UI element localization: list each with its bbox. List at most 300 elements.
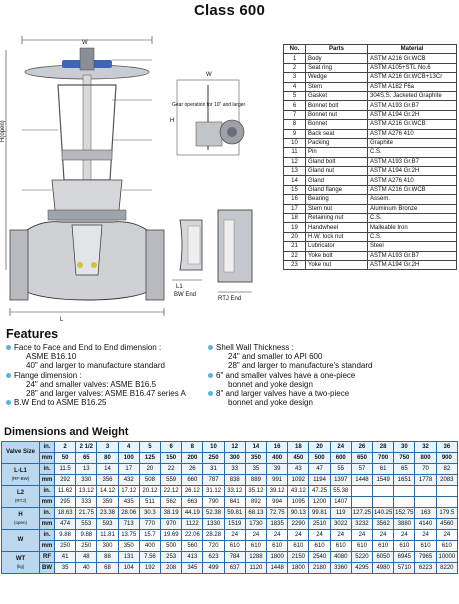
value-cell: 131 [118, 552, 139, 563]
value-cell: 2150 [288, 552, 309, 563]
page-title: Class 600 [193, 2, 266, 19]
part-number: 4 [284, 82, 306, 91]
value-cell: 4080 [330, 552, 351, 563]
part-number: 5 [284, 91, 306, 100]
feature-subtext: bonnet and yoke design [228, 379, 313, 389]
value-cell: 39.12 [267, 486, 288, 497]
value-cell: 14.12 [97, 486, 118, 497]
dimension-row [2, 508, 458, 519]
parts-row [284, 148, 457, 157]
feature-item [6, 398, 206, 407]
part-name: Gland bolt [306, 157, 368, 166]
dimension-row [2, 530, 458, 541]
value-cell: 6945 [394, 552, 415, 563]
parts-row [284, 185, 457, 194]
part-material: ASTM A216 Gr.WCB [368, 185, 457, 194]
value-cell: 13 [76, 464, 97, 475]
value-cell: 31 [203, 464, 224, 475]
feature-item [208, 371, 458, 389]
dimension-sublabel: (kg) [16, 563, 25, 569]
size-mm-cell: 450 [288, 453, 309, 464]
value-cell: 770 [139, 519, 160, 530]
value-cell: 295 [55, 497, 76, 508]
value-cell: 19.69 [161, 530, 182, 541]
value-cell: 4295 [351, 563, 372, 574]
parts-row [284, 223, 457, 232]
value-cell: 40 [76, 563, 97, 574]
value-cell: 1549 [373, 475, 394, 486]
value-cell: 43 [288, 464, 309, 475]
value-cell: 35 [55, 563, 76, 574]
part-number: 22 [284, 251, 306, 260]
value-cell: 208 [161, 563, 182, 574]
part-number: 1 [284, 54, 306, 63]
value-cell: 2540 [309, 552, 330, 563]
size-mm-cell: 650 [351, 453, 372, 464]
value-cell: 2510 [309, 519, 330, 530]
bullet-icon [6, 373, 11, 378]
feature-text: 6" and smaller valves have a one-piece [216, 370, 356, 380]
size-in-cell: 20 [309, 442, 330, 453]
value-cell: 22.12 [161, 486, 182, 497]
value-cell: 44.19 [182, 508, 203, 519]
value-cell: 610 [245, 541, 266, 552]
value-cell: 300 [97, 541, 118, 552]
value-cell: 623 [203, 552, 224, 563]
value-cell: 889 [245, 475, 266, 486]
value-cell: 610 [267, 541, 288, 552]
value-cell: 1200 [309, 497, 330, 508]
size-mm-cell: 300 [224, 453, 245, 464]
value-cell: 8220 [436, 563, 457, 574]
size-in-cell: 16 [267, 442, 288, 453]
part-material: ASTM A193 Gr.B7 [368, 101, 457, 110]
value-cell: 15.7 [139, 530, 160, 541]
value-cell: 52.38 [203, 508, 224, 519]
gear-dimension-h-label: H [170, 118, 175, 124]
value-cell: 400 [139, 541, 160, 552]
valve-size-in-row [2, 442, 458, 453]
bullet-icon [6, 345, 11, 350]
unit-mm: mm [40, 453, 55, 464]
value-cell: 24 [373, 530, 394, 541]
value-cell: 68 [97, 563, 118, 574]
size-mm-cell: 600 [330, 453, 351, 464]
value-cell: 152.75 [394, 508, 415, 519]
parts-row [284, 110, 457, 119]
part-number: 20 [284, 232, 306, 241]
value-cell: 435 [118, 497, 139, 508]
part-material: Assem. [368, 195, 457, 204]
part-material: ASTM A216 Gr.WCB+13Cr [368, 73, 457, 82]
value-cell: 5710 [394, 563, 415, 574]
value-cell: 508 [139, 475, 160, 486]
value-cell: 38.19 [161, 508, 182, 519]
value-cell: 610 [330, 541, 351, 552]
part-number: 8 [284, 120, 306, 129]
value-cell: 500 [161, 541, 182, 552]
value-cell: 20 [139, 464, 160, 475]
part-material: ASTM A194 Gr.2H [368, 167, 457, 176]
value-cell: 17.12 [118, 486, 139, 497]
feature-text: B.W End to ASME B16.25 [14, 398, 107, 408]
part-name: Seat ring [306, 63, 368, 72]
part-name: Yoke bolt [306, 251, 368, 260]
part-material: ASTM A276 410 [368, 129, 457, 138]
part-number: 21 [284, 242, 306, 251]
features-heading: Features [6, 327, 59, 341]
value-cell [394, 497, 415, 508]
value-cell: 784 [224, 552, 245, 563]
part-number: 18 [284, 214, 306, 223]
part-number: 19 [284, 223, 306, 232]
value-cell: 10000 [436, 552, 457, 563]
value-cell: 1730 [245, 519, 266, 530]
value-cell: 3232 [351, 519, 372, 530]
value-cell: 35.12 [245, 486, 266, 497]
dimension-sublabel: (open) [13, 519, 27, 525]
feature-subtext: bonnet and yoke design [228, 398, 313, 408]
dimension-row [2, 486, 458, 497]
value-cell: 593 [97, 519, 118, 530]
part-name: Gland flange [306, 185, 368, 194]
dimension-label [2, 552, 40, 574]
unit-cell: mm [40, 541, 55, 552]
size-mm-cell: 750 [394, 453, 415, 464]
dimension-label-text: L2 [16, 489, 24, 496]
value-cell: 18.63 [55, 508, 76, 519]
value-cell: 562 [161, 497, 182, 508]
value-cell: 559 [161, 475, 182, 486]
dimension-label [2, 464, 40, 486]
part-material: Malleable Iron [368, 223, 457, 232]
value-cell: 88 [97, 552, 118, 563]
size-mm-cell: 65 [76, 453, 97, 464]
part-material: ASTM A276 410 [368, 176, 457, 185]
value-cell: 179.5 [436, 508, 457, 519]
value-cell: 610 [351, 541, 372, 552]
size-in-cell: 32 [415, 442, 436, 453]
dimensions-heading: Dimensions and Weight [4, 426, 129, 438]
value-cell: 250 [76, 541, 97, 552]
value-cell [394, 486, 415, 497]
valve-size-label: Valve Size [2, 442, 40, 464]
value-cell [351, 497, 372, 508]
size-in-cell: 36 [436, 442, 457, 453]
parts-row [284, 242, 457, 251]
value-cell: 43.12 [288, 486, 309, 497]
size-mm-cell: 800 [415, 453, 436, 464]
part-material: Steel [368, 242, 457, 251]
size-mm-cell: 150 [161, 453, 182, 464]
dimension-l1-label: L1 [176, 284, 183, 290]
value-cell [415, 486, 436, 497]
value-cell: 838 [224, 475, 245, 486]
parts-row [284, 54, 457, 63]
value-cell: 24 [394, 530, 415, 541]
value-cell: 432 [118, 475, 139, 486]
value-cell: 610 [394, 541, 415, 552]
value-cell: 610 [373, 541, 394, 552]
part-number: 13 [284, 167, 306, 176]
value-cell: 610 [224, 541, 245, 552]
size-in-cell: 8 [182, 442, 203, 453]
part-name: Gland nut [306, 167, 368, 176]
value-cell: 1778 [415, 475, 436, 486]
feature-subtext: 24" and smaller valves: ASME B16.5 [26, 379, 157, 389]
value-cell: 4560 [436, 519, 457, 530]
bullet-icon [6, 400, 11, 405]
size-mm-cell: 500 [309, 453, 330, 464]
size-mm-cell: 900 [436, 453, 457, 464]
unit-cell: BW [40, 563, 55, 574]
part-name: Gland [306, 176, 368, 185]
value-cell: 553 [76, 519, 97, 530]
size-mm-cell: 125 [139, 453, 160, 464]
value-cell: 99.81 [309, 508, 330, 519]
feature-item [6, 371, 206, 399]
dimension-row [2, 497, 458, 508]
value-cell: 31.12 [203, 486, 224, 497]
value-cell: 4980 [373, 563, 394, 574]
dimension-label-text: L-L1 [14, 467, 27, 474]
value-cell [436, 486, 457, 497]
part-material: C.S. [368, 148, 457, 157]
value-cell: 24 [288, 530, 309, 541]
size-mm-cell: 400 [267, 453, 288, 464]
value-cell: 1092 [288, 475, 309, 486]
value-cell: 28.06 [118, 508, 139, 519]
part-number: 14 [284, 176, 306, 185]
feature-text: Shell Wall Thickness : [216, 343, 294, 352]
value-cell: 610 [309, 541, 330, 552]
part-number: 3 [284, 73, 306, 82]
value-cell: 7965 [415, 552, 436, 563]
value-cell: 70 [415, 464, 436, 475]
value-cell: 163 [415, 508, 436, 519]
parts-row [284, 63, 457, 72]
part-name: Lubricator [306, 242, 368, 251]
value-cell: 345 [182, 563, 203, 574]
bullet-icon [208, 391, 213, 396]
parts-row [284, 176, 457, 185]
value-cell: 970 [161, 519, 182, 530]
part-material: C.S. [368, 232, 457, 241]
value-cell: 3880 [394, 519, 415, 530]
parts-row [284, 129, 457, 138]
value-cell: 474 [55, 519, 76, 530]
parts-row [284, 167, 457, 176]
value-cell: 4140 [415, 519, 436, 530]
part-material: ASTM A216 Gr.WCB [368, 54, 457, 63]
value-cell: 68.13 [245, 508, 266, 519]
parts-row [284, 260, 457, 269]
value-cell: 11.5 [55, 464, 76, 475]
value-cell: 47.25 [309, 486, 330, 497]
value-cell: 9.88 [76, 530, 97, 541]
value-cell: 1651 [394, 475, 415, 486]
feature-subtext: 24" and smaller to API 600 [228, 352, 323, 362]
parts-row [284, 157, 457, 166]
part-number: 2 [284, 63, 306, 72]
unit-cell: in. [40, 530, 55, 541]
part-material: ASTM A182 F6a [368, 82, 457, 91]
part-name: Bonnet bolt [306, 101, 368, 110]
value-cell: 359 [97, 497, 118, 508]
value-cell: 413 [182, 552, 203, 563]
value-cell: 841 [224, 497, 245, 508]
feature-subtext: 28" and larger valves: ASME B16.47 series A [26, 389, 186, 399]
value-cell: 24 [309, 530, 330, 541]
value-cell: 787 [203, 475, 224, 486]
value-cell: 3562 [373, 519, 394, 530]
feature-subtext: 40" and larger to manufacture standard [26, 361, 165, 371]
parts-row [284, 232, 457, 241]
parts-row [284, 82, 457, 91]
part-material: ASTM A193 Gr.B7 [368, 251, 457, 260]
value-cell: 253 [161, 552, 182, 563]
size-in-cell: 10 [203, 442, 224, 453]
part-name: Packing [306, 138, 368, 147]
value-cell: 663 [182, 497, 203, 508]
value-cell: 790 [203, 497, 224, 508]
part-material: Aluminum Bronze [368, 204, 457, 213]
size-in-cell: 24 [330, 442, 351, 453]
rtj-end-label: RTJ End [218, 296, 242, 302]
part-name: Stem nut [306, 204, 368, 213]
value-cell [373, 486, 394, 497]
part-number: 16 [284, 195, 306, 204]
size-in-cell: 30 [394, 442, 415, 453]
value-cell: 1448 [351, 475, 372, 486]
value-cell: 11.81 [97, 530, 118, 541]
value-cell: 24 [436, 530, 457, 541]
dimensions-table [1, 441, 458, 574]
value-cell: 11.62 [55, 486, 76, 497]
value-cell: 24 [351, 530, 372, 541]
part-name: H.W. lock nut [306, 232, 368, 241]
value-cell: 55.38 [330, 486, 351, 497]
part-number: 6 [284, 101, 306, 110]
value-cell [351, 486, 372, 497]
value-cell: 55 [330, 464, 351, 475]
part-number: 17 [284, 204, 306, 213]
dimension-label-text: H [18, 511, 23, 518]
part-number: 10 [284, 138, 306, 147]
part-material: ASTM A105+STL No.6 [368, 63, 457, 72]
feature-text: 8" and larger valves have a two-piece [216, 389, 350, 399]
part-name: Wedge [306, 73, 368, 82]
parts-header-parts: Parts [306, 45, 368, 54]
value-cell: 1095 [288, 497, 309, 508]
dimension-sublabel: (RF-BW) [11, 475, 30, 481]
parts-header-material: Material [368, 45, 457, 54]
dimension-w-label: W [82, 40, 88, 46]
value-cell: 48 [76, 552, 97, 563]
parts-row [284, 204, 457, 213]
value-cell: 5220 [351, 552, 372, 563]
value-cell: 3360 [330, 563, 351, 574]
size-in-cell: 5 [139, 442, 160, 453]
value-cell: 610 [436, 541, 457, 552]
size-mm-cell: 700 [373, 453, 394, 464]
value-cell: 65 [394, 464, 415, 475]
value-cell: 610 [415, 541, 436, 552]
value-cell: 17 [118, 464, 139, 475]
parts-row [284, 214, 457, 223]
value-cell: 330 [76, 475, 97, 486]
value-cell: 1194 [309, 475, 330, 486]
value-cell: 24 [330, 530, 351, 541]
part-number: 11 [284, 148, 306, 157]
value-cell: 2180 [309, 563, 330, 574]
parts-row [284, 251, 457, 260]
part-name: Yoke nut [306, 260, 368, 269]
dimension-row [2, 541, 458, 552]
part-material: 304S.S. Jacketed Graphite [368, 91, 457, 100]
size-in-cell: 12 [224, 442, 245, 453]
unit-in: in. [40, 442, 55, 453]
parts-header-no: No. [284, 45, 306, 54]
part-number: 9 [284, 129, 306, 138]
value-cell: 292 [55, 475, 76, 486]
dimension-row [2, 475, 458, 486]
value-cell: 39 [267, 464, 288, 475]
parts-row [284, 91, 457, 100]
value-cell: 356 [97, 475, 118, 486]
value-cell: 104 [118, 563, 139, 574]
unit-cell: mm [40, 497, 55, 508]
size-in-cell: 26 [351, 442, 372, 453]
value-cell: 30.3 [139, 508, 160, 519]
parts-row [284, 120, 457, 129]
parts-row [284, 73, 457, 82]
part-number: 23 [284, 260, 306, 269]
value-cell: 33.12 [224, 486, 245, 497]
dimension-label-text: W [17, 537, 24, 543]
value-cell: 59.81 [224, 508, 245, 519]
value-cell: 192 [139, 563, 160, 574]
gear-operation-caption: Gear operation for 10" and larger [172, 102, 246, 108]
value-cell: 24 [267, 530, 288, 541]
value-cell: 13.75 [118, 530, 139, 541]
bw-end-label: BW End [174, 292, 197, 298]
value-cell: 1122 [182, 519, 203, 530]
unit-cell: in. [40, 464, 55, 475]
size-in-cell: 28 [373, 442, 394, 453]
unit-cell: in. [40, 486, 55, 497]
value-cell: 3022 [330, 519, 351, 530]
features-right-column [208, 343, 458, 407]
value-cell: 57 [351, 464, 372, 475]
value-cell: 991 [267, 475, 288, 486]
dimension-row [2, 552, 458, 563]
size-mm-cell: 350 [245, 453, 266, 464]
value-cell: 350 [118, 541, 139, 552]
value-cell: 1835 [267, 519, 288, 530]
part-number: 12 [284, 157, 306, 166]
size-mm-cell: 100 [118, 453, 139, 464]
value-cell: 2290 [288, 519, 309, 530]
bullet-icon [208, 345, 213, 350]
features-left-column [6, 343, 206, 407]
value-cell: 713 [118, 519, 139, 530]
value-cell: 720 [203, 541, 224, 552]
size-in-cell: 4 [118, 442, 139, 453]
valve-drawing [2, 30, 277, 330]
size-mm-cell: 80 [97, 453, 118, 464]
size-in-cell: 2 1/2 [76, 442, 97, 453]
